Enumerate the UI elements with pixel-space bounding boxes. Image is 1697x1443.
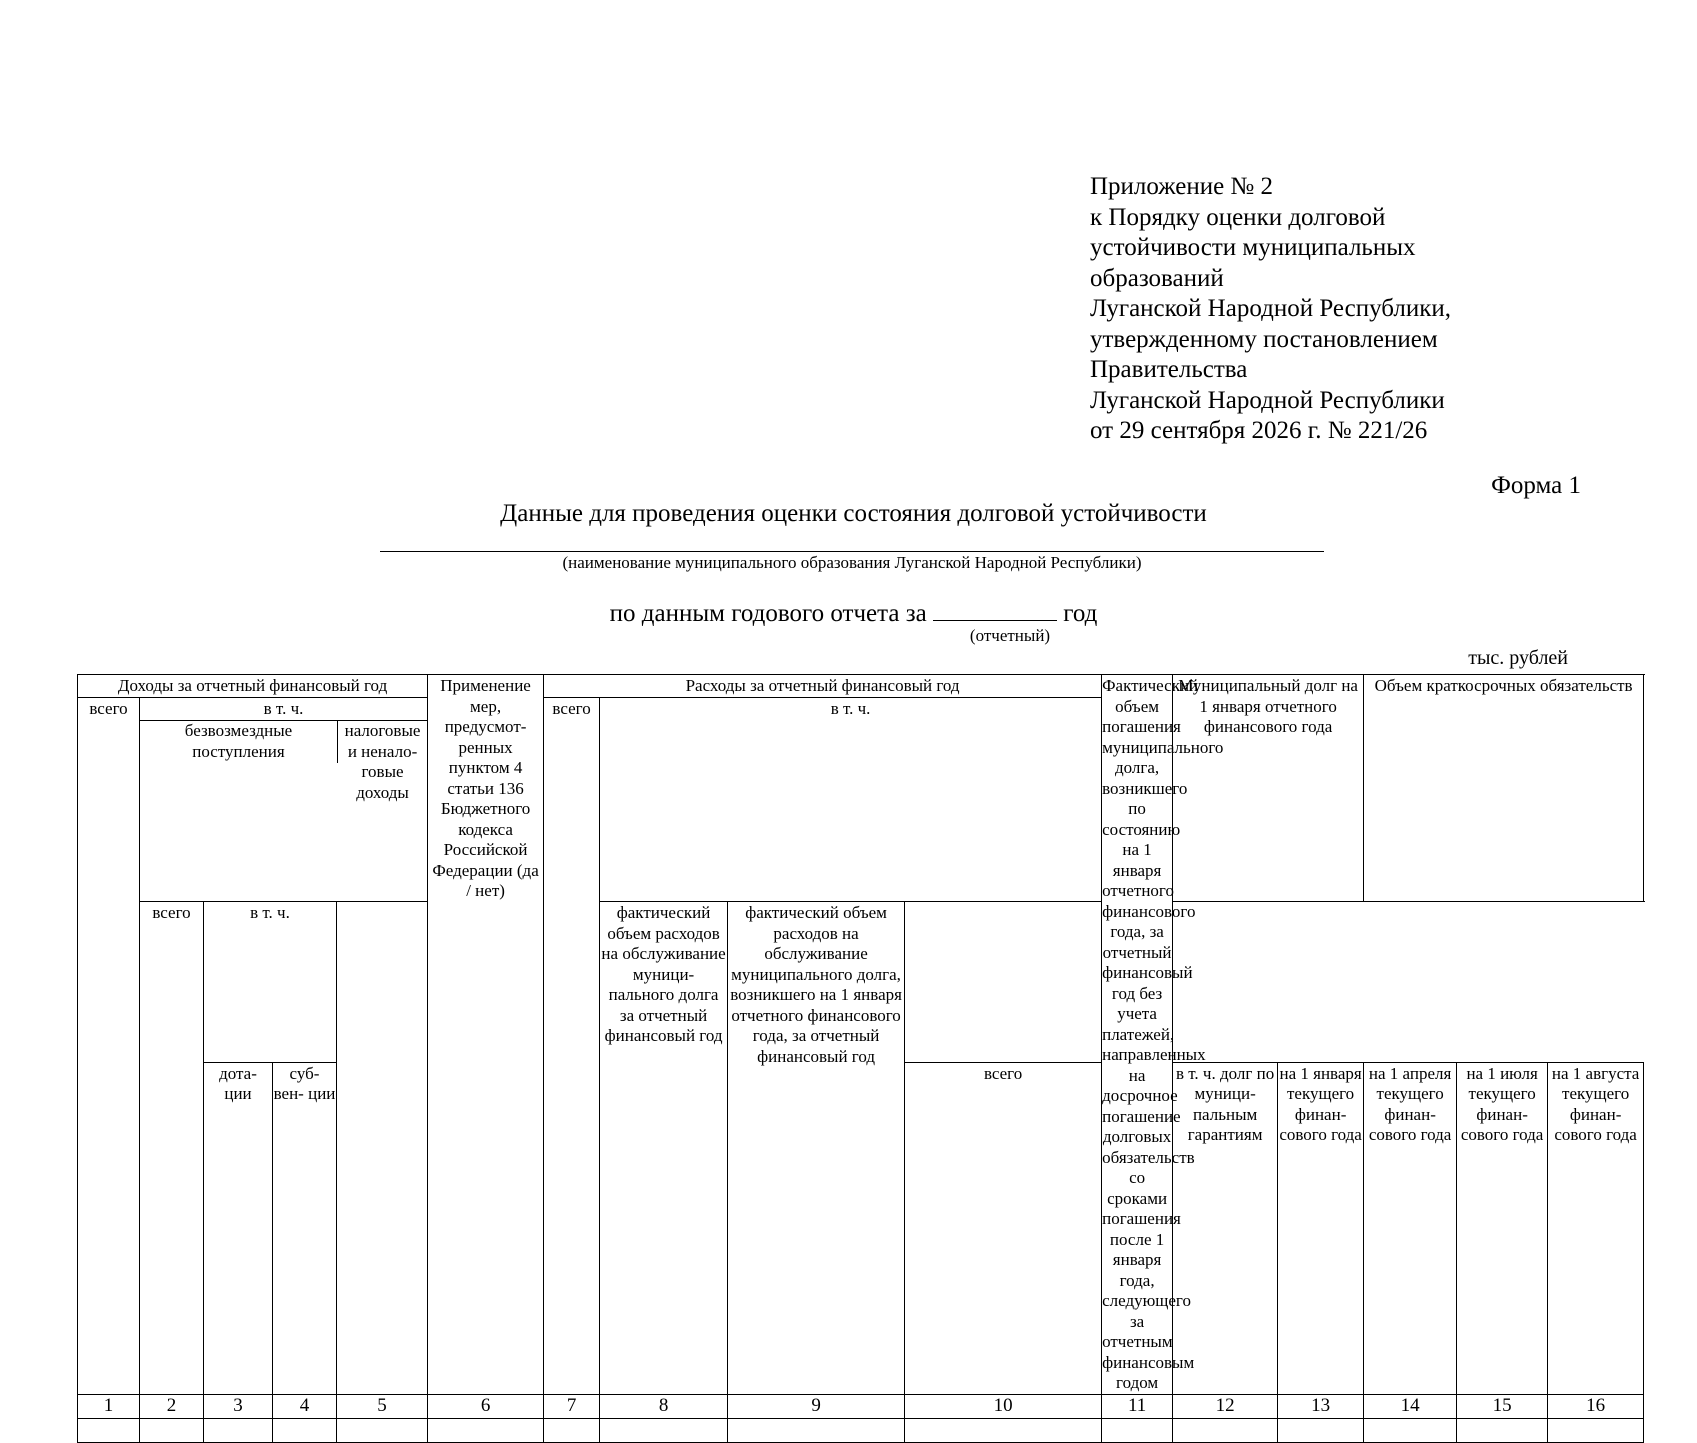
column-number: 14 bbox=[1364, 1394, 1457, 1418]
data-cell[interactable] bbox=[544, 1418, 600, 1442]
debt-service-header: фактический объем расходов на обслуживание муници- пального долга за отчетный финансовый год bbox=[600, 902, 728, 1395]
data-cell[interactable] bbox=[600, 1418, 728, 1442]
appendix-line: образований bbox=[1090, 264, 1224, 292]
report-year-prefix: по данным годового отчета за bbox=[609, 600, 927, 627]
appendix-line: Правительства bbox=[1090, 356, 1248, 383]
report-year-caption: (отчетный) bbox=[969, 626, 1051, 645]
page-title: Данные для проведения оценки состояния долговой устойчивости bbox=[500, 500, 1207, 527]
appendix-line: Луганской Народной Республики, bbox=[1090, 295, 1451, 322]
report-year-line bbox=[0, 596, 1697, 628]
appendix-line: утвержденному постановлением bbox=[1090, 325, 1438, 353]
column-number: 13 bbox=[1278, 1394, 1364, 1418]
column-number: 5 bbox=[337, 1394, 428, 1418]
data-cell[interactable] bbox=[905, 1418, 1102, 1442]
column-number: 9 bbox=[728, 1394, 905, 1418]
data-cell[interactable] bbox=[337, 1418, 428, 1442]
income-header: Доходы за отчетный финансовый год bbox=[78, 675, 428, 698]
date-header-jul: на 1 июля текущего финан- сового года bbox=[1457, 1062, 1548, 1394]
income-total-header: всего bbox=[78, 697, 140, 1394]
form-table bbox=[77, 674, 1644, 1443]
expense-total-header: всего bbox=[544, 697, 600, 1394]
income-incl-label: в т. ч. bbox=[263, 698, 304, 718]
data-cell[interactable] bbox=[204, 1418, 273, 1442]
form-label: Форма 1 bbox=[1491, 472, 1581, 499]
income-incl-header bbox=[140, 697, 428, 902]
column-number: 16 bbox=[1548, 1394, 1644, 1418]
column-number: 1 bbox=[78, 1394, 140, 1418]
appendix-line: от 29 сентября 2026 г. № 221/26 bbox=[1090, 417, 1428, 444]
data-cell[interactable] bbox=[428, 1418, 544, 1442]
municipality-name-caption: (наименование муниципального образования Луганской Народной Республики) bbox=[562, 553, 1142, 572]
date-header-aug: на 1 августа текущего финан- сового года bbox=[1548, 1062, 1644, 1394]
appendix-line: к Порядку оценки долговой bbox=[1090, 203, 1386, 231]
municipality-name-line[interactable] bbox=[380, 551, 1324, 552]
muni-debt-total-header: всего bbox=[905, 1062, 1102, 1394]
column-number: 10 bbox=[905, 1394, 1102, 1418]
data-cell[interactable] bbox=[1278, 1418, 1364, 1442]
column-number: 12 bbox=[1173, 1394, 1278, 1418]
data-cell[interactable] bbox=[140, 1418, 204, 1442]
data-cell[interactable] bbox=[1548, 1418, 1644, 1442]
subventions-header: суб- вен- ции bbox=[273, 1062, 337, 1394]
expenses-header: Расходы за отчетный финансовый год bbox=[544, 675, 1102, 698]
short-term-header: Объем краткосрочных обязательств bbox=[1364, 675, 1644, 902]
repayment-header: Фактический объем погашения муниципального долга, возникшего по состоянию на 1 января отчетного финансового года, за отчетный финансовый год без учета платежей, направленных на досрочное погашение долговых обязательств со сроками погашения после 1 января года, следующего за отчетным финансовым годом bbox=[1102, 676, 1224, 1392]
appendix-line: Луганской Народной Республики bbox=[1090, 386, 1445, 414]
tax-nontax-header: налоговые и ненало- говые доходы bbox=[344, 721, 421, 802]
gratuitous-incl-header: в т. ч. bbox=[204, 902, 337, 1063]
debt-service-jan-header: фактический объем расходов на обслуживание муниципального долга, возникшего на 1 января отчетного финансового года, за отчетный финансовый год bbox=[728, 902, 905, 1395]
column-number: 8 bbox=[600, 1394, 728, 1418]
column-number: 15 bbox=[1457, 1394, 1548, 1418]
column-number: 2 bbox=[140, 1394, 204, 1418]
gratuitous-header: безвозмездные поступления bbox=[140, 721, 338, 763]
data-cell[interactable] bbox=[1364, 1418, 1457, 1442]
column-number: 4 bbox=[273, 1394, 337, 1418]
report-year-field[interactable] bbox=[933, 596, 1057, 621]
column-number: 6 bbox=[428, 1394, 544, 1418]
income-subgroup bbox=[140, 720, 427, 802]
appendix-block bbox=[1090, 172, 1451, 447]
data-cell[interactable] bbox=[273, 1418, 337, 1442]
date-header-jan: на 1 января текущего финан- сового года bbox=[1278, 1062, 1364, 1394]
column-number: 3 bbox=[204, 1394, 273, 1418]
appendix-line: Приложение № 2 bbox=[1090, 173, 1274, 200]
dotations-header: дота- ции bbox=[204, 1062, 273, 1394]
data-cell[interactable] bbox=[728, 1418, 905, 1442]
date-header-apr: на 1 апреля текущего финан- сового года bbox=[1364, 1062, 1457, 1394]
column-number: 11 bbox=[1102, 1394, 1173, 1418]
report-year-suffix: год bbox=[1063, 600, 1098, 627]
tax-nontax-cont bbox=[337, 902, 428, 1395]
expense-incl-header: в т. ч. bbox=[600, 697, 1102, 902]
appendix-line: устойчивости муниципальных bbox=[1090, 234, 1416, 261]
data-cell[interactable] bbox=[1457, 1418, 1548, 1442]
units-label: тыс. рублей bbox=[1468, 647, 1568, 669]
data-cell[interactable] bbox=[1173, 1418, 1278, 1442]
measures-header: Применение мер, предусмот- ренных пунктом 4 статьи 136 Бюджетного кодекса Российской Федерации (да / нет) bbox=[428, 675, 544, 1395]
muni-debt-header: Муниципальный долг на 1 января отчетного финансового года bbox=[1173, 675, 1364, 902]
column-number: 7 bbox=[544, 1394, 600, 1418]
data-cell[interactable] bbox=[78, 1418, 140, 1442]
data-cell[interactable] bbox=[1102, 1418, 1173, 1442]
gratuitous-total-header: всего bbox=[140, 902, 204, 1395]
guarantees-header: в т. ч. долг по муници- пальным гарантиям bbox=[1173, 1062, 1278, 1394]
